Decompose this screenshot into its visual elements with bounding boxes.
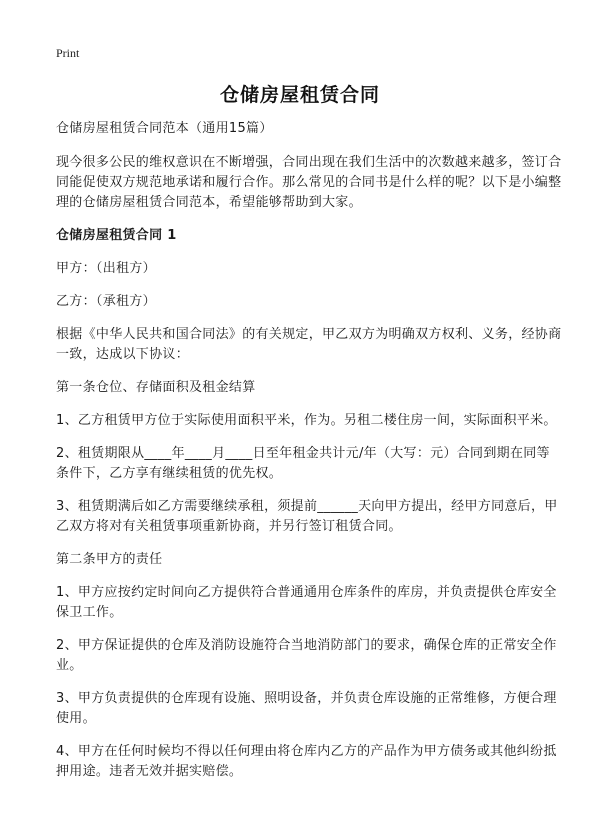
article-2-item-1: 1、甲方应按约定时间向乙方提供符合普通通用仓库条件的库房，并负责提供仓库安全保卫工作。 [56,585,557,620]
article-2-item-3: 3、甲方负责提供的仓库现有设施、照明设备，并负责仓库设施的正常维修，方便合理使用。 [56,691,557,726]
party-a-line: 甲方：（出租方） [56,261,156,276]
document-subtitle: 仓储房屋租赁合同范本（通用15篇） [56,121,273,136]
document-title: 仓储房屋租赁合同 [219,84,380,106]
intro-paragraph: 现今很多公民的维权意识在不断增强，合同出现在我们生活中的次数越来越多，签订合同能促使双方规范地承诺和履行合作。那么常见的合同书是什么样的呢？以下是小编整理的仓储房屋租赁合同范本，希望能够帮助到大家。 [56,155,562,210]
party-b-line: 乙方：（承租方） [56,294,156,309]
article-1-item-2: 2、租赁期限从____年____月____日至年租金共计元/年（大写：元）合同到期在同等条件下，乙方享有继续租赁的优先权。 [56,446,550,481]
article-2-item-4: 4、甲方在任何时候均不得以任何理由将仓库内乙方的产品作为甲方债务或其他纠纷抵押用途。违者无效并据实赔偿。 [56,744,557,779]
article-2-title: 第二条甲方的责任 [56,552,163,567]
document-body [56,119,562,795]
article-2-item-2: 2、甲方保证提供的仓库及消防设施符合当地消防部门的要求，确保仓库的正常安全作业。 [56,638,557,673]
article-1-title: 第一条仓位、存储面积及租金结算 [56,380,256,395]
article-1-item-3: 3、租赁期满后如乙方需要继续承租，须提前______天向甲方提出，经甲方同意后，甲乙双方将对有关租赁事项重新协商，并另行签订租赁合同。 [56,499,558,534]
article-1-item-1: 1、乙方租赁甲方位于实际使用面积平米，作为。另租二楼住房一间，实际面积平米。 [56,413,557,428]
print-label: Print [56,46,80,60]
section-heading: 仓储房屋租赁合同 1 [56,228,177,243]
preamble-paragraph: 根据《中华人民共和国合同法》的有关规定，甲乙双方为明确双方权利、义务，经协商一致，达成以下协议： [56,327,562,362]
